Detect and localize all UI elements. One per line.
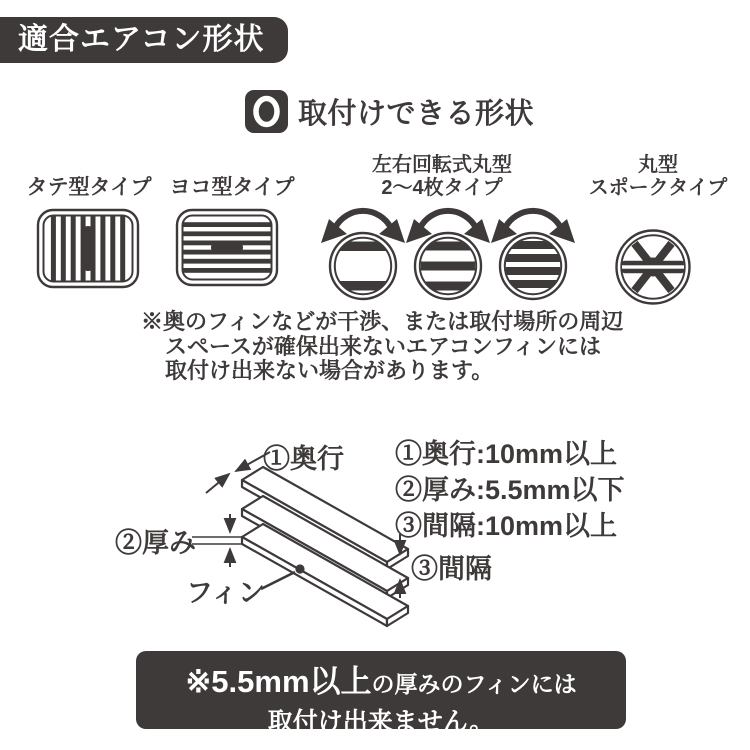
section-title: 取付けできる形状 bbox=[298, 98, 535, 130]
label-fin: フィン bbox=[186, 578, 265, 608]
label-rotary-round-type: 左右回転式丸型 2〜4枚タイプ bbox=[372, 154, 512, 199]
label-vertical-type: タテ型タイプ bbox=[26, 176, 152, 199]
warning-line-2: 取付け出来ません。 bbox=[267, 708, 495, 736]
label-round-spoke-type: 丸型 スポークタイプ bbox=[588, 154, 728, 199]
label-thickness: ②厚み bbox=[115, 528, 196, 558]
round-vent-4-blade-icon bbox=[491, 211, 575, 299]
center-knob bbox=[211, 241, 243, 254]
note-line: スペースが確保出来ないエアコンフィンには bbox=[165, 333, 602, 359]
round-spoke-vent-icon bbox=[617, 231, 690, 304]
round-vent-3-blade-icon bbox=[406, 211, 490, 299]
ring-in-square-icon bbox=[245, 90, 288, 133]
center-knob bbox=[82, 226, 94, 271]
note-line: 取付け出来ない場合があります。 bbox=[165, 358, 494, 383]
label-depth: ①奥行 bbox=[263, 444, 344, 474]
spec-list bbox=[395, 436, 625, 544]
spec-line-gap: ③間隔:10mm以上 bbox=[395, 511, 618, 541]
section-title-row bbox=[245, 90, 534, 133]
label-gap: ③間隔 bbox=[411, 554, 492, 584]
label-horizontal-type: ヨコ型タイプ bbox=[169, 176, 295, 199]
vertical-louver-vent-icon bbox=[38, 210, 138, 287]
compatibility-note bbox=[141, 310, 623, 384]
warning-emphasis: ※5.5mm以上 bbox=[185, 664, 372, 699]
horizontal-louver-vent-icon bbox=[177, 210, 277, 285]
header-badge bbox=[0, 17, 288, 63]
fin-leader-line bbox=[261, 572, 295, 589]
fin-leader-dot bbox=[295, 564, 304, 573]
note-line: ※奥のフィンなどが干渉、または取付場所の周辺 bbox=[141, 309, 624, 334]
vent-shape-icons bbox=[28, 206, 693, 316]
warning-line-1: ※5.5mm以上の厚みのフィンには bbox=[185, 664, 577, 699]
depth-arrow bbox=[206, 474, 229, 493]
fin-slats bbox=[242, 467, 408, 626]
spec-line-thickness: ②厚み:5.5mm以下 bbox=[395, 475, 625, 505]
incompatibility-warning bbox=[136, 651, 626, 736]
round-vent-2-blade-icon bbox=[321, 211, 405, 299]
spec-line-depth: ①奥行:10mm以上 bbox=[395, 439, 618, 469]
page-title: 適合エアコン形状 bbox=[18, 23, 265, 56]
